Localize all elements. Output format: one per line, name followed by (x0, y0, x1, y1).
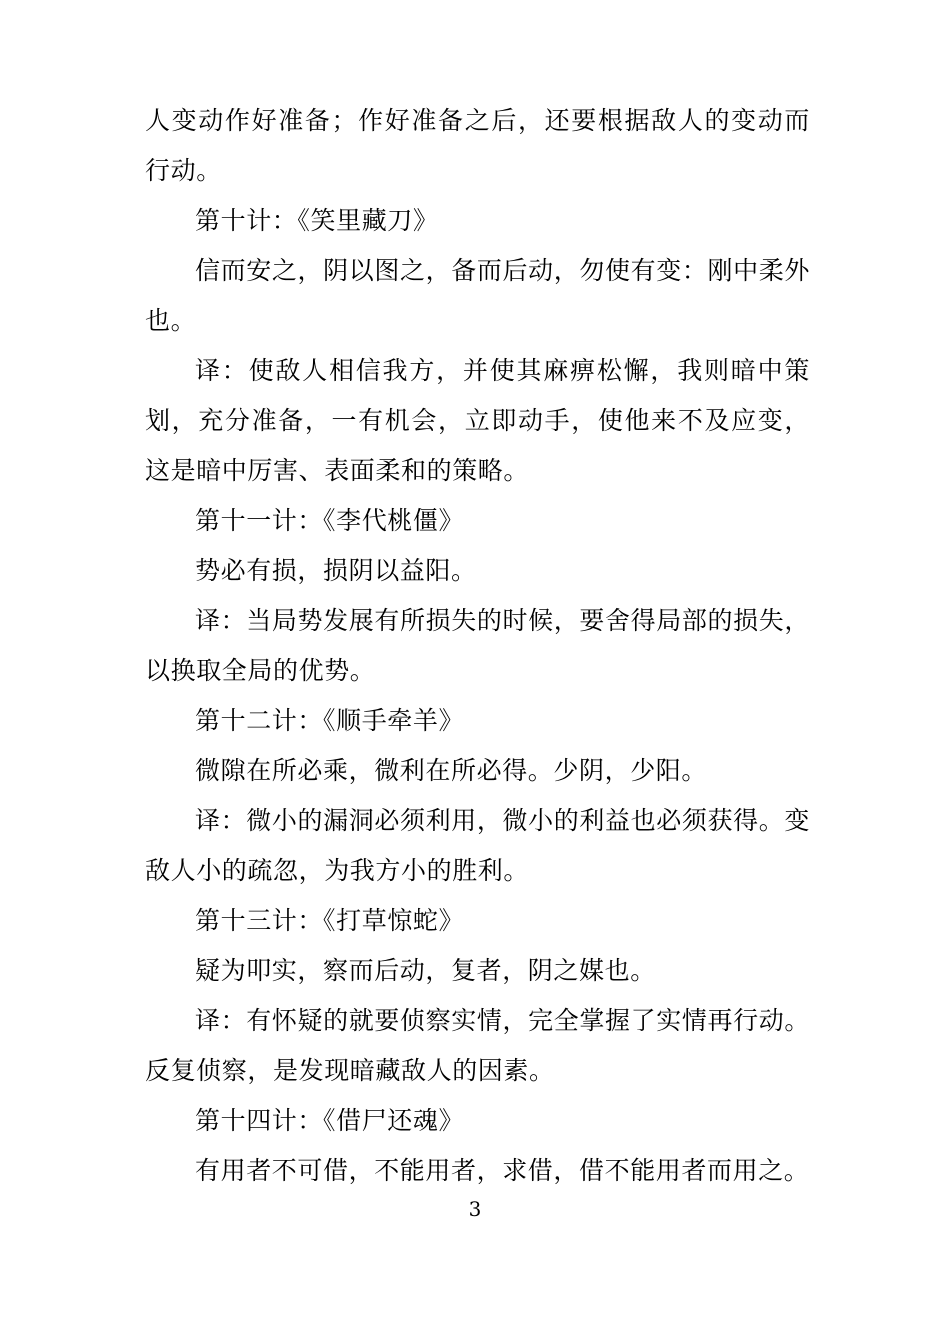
paragraph: 有用者不可借，不能用者，求借，借不能用者而用之。 (195, 1156, 810, 1185)
section-heading: 第十四计：《借尸还魂》 (195, 1106, 465, 1135)
paragraph: 信而安之，阴以图之，备而后动，勿使有变：刚中柔外也。 (145, 256, 810, 335)
translation-paragraph: 译：当局势发展有所损失的时候，要舍得局部的损失，以换取全局的优势。 (145, 606, 810, 685)
translation-paragraph: 译：有怀疑的就要侦察实情，完全掌握了实情再行动。反复侦察，是发现暗藏敌人的因素。 (145, 1006, 810, 1085)
translation-paragraph: 译：微小的漏洞必须利用，微小的利益也必须获得。变敌人小的疏忽，为我方小的胜利。 (145, 806, 810, 885)
section-heading: 第十二计：《顺手牵羊》 (195, 706, 465, 735)
section-heading: 第十三计：《打草惊蛇》 (195, 906, 465, 935)
page-number: 3 (468, 1197, 482, 1221)
paragraph: 势必有损，损阴以益阳。 (195, 556, 477, 585)
section-heading: 第十一计：《李代桃僵》 (195, 506, 465, 535)
paragraph: 人变动作好准备；作好准备之后，还要根据敌人的变动而行动。 (145, 106, 810, 185)
section-heading: 第十计：《笑里藏刀》 (195, 206, 439, 235)
paragraph: 微隙在所必乘，微利在所必得。少阴，少阳。 (195, 756, 708, 785)
document-body (145, 96, 810, 1196)
paragraph: 疑为叩实，察而后动，复者，阴之媒也。 (195, 956, 656, 985)
translation-paragraph: 译：使敌人相信我方，并使其麻痹松懈，我则暗中策划，充分准备，一有机会，立即动手，使他来不及应变，这是暗中厉害、表面柔和的策略。 (145, 356, 810, 485)
